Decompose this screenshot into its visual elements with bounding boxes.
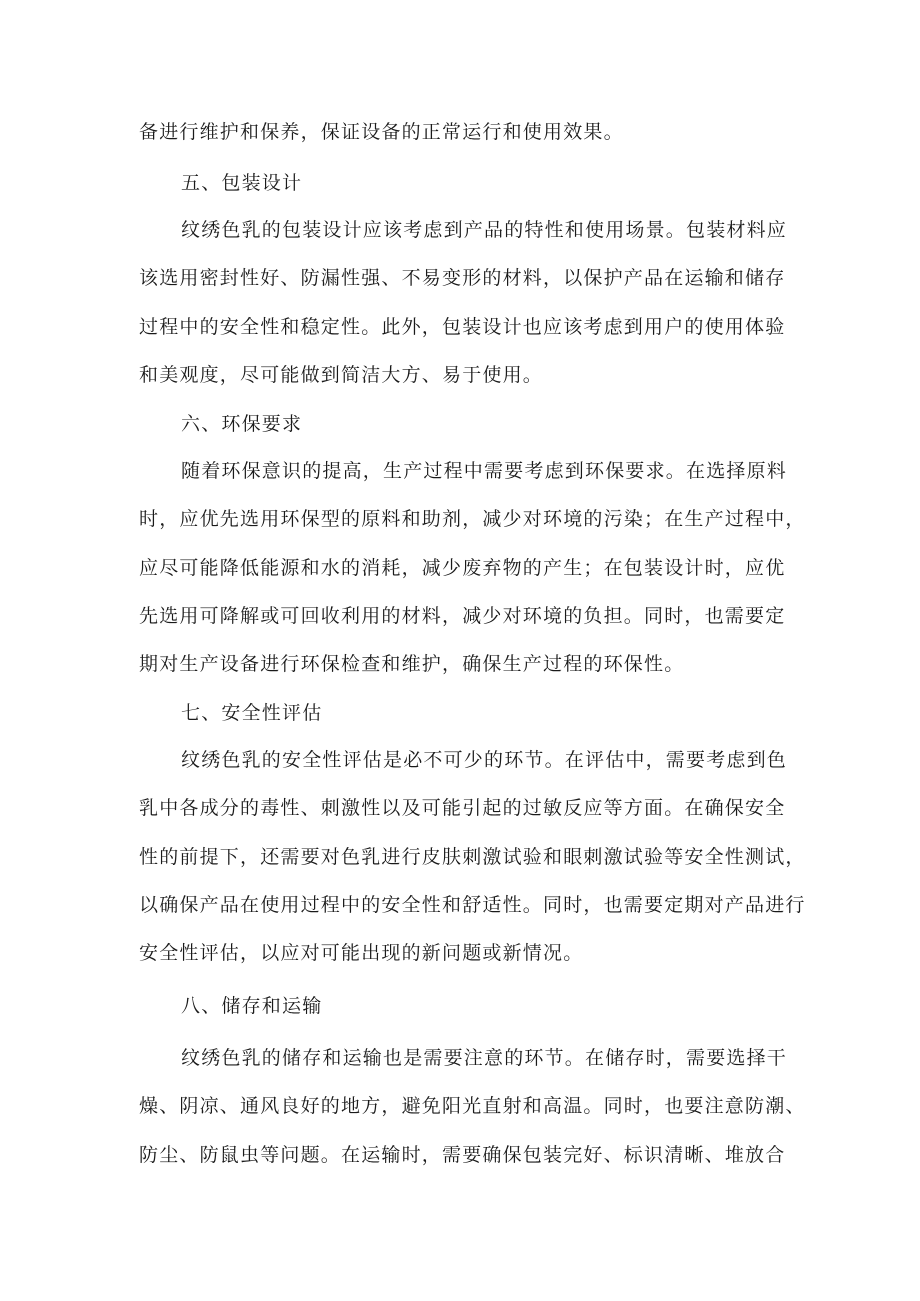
body-text-line: 期对生产设备进行环保检查和维护，确保生产过程的环保性。 bbox=[139, 653, 685, 675]
body-text-line: 随着环保意识的提高，生产过程中需要考虑到环保要求。在选择原料 bbox=[181, 460, 788, 482]
section-heading-storage: 八、储存和运输 bbox=[181, 995, 323, 1017]
body-text-line: 燥、阴凉、通风良好的地方，避免阳光直射和高温。同时，也要注意防潮、 bbox=[139, 1095, 806, 1117]
body-text-line: 先选用可降解或可回收利用的材料，减少对环境的负担。同时，也需要定 bbox=[139, 605, 786, 627]
section-heading-environment: 六、环保要求 bbox=[181, 413, 303, 435]
body-text-line: 纹绣色乳的安全性评估是必不可少的环节。在评估中，需要考虑到色 bbox=[181, 749, 788, 771]
body-text-line: 时，应优先选用环保型的原料和助剂，减少对环境的污染；在生产过程中， bbox=[139, 508, 806, 530]
body-text-line: 以确保产品在使用过程中的安全性和舒适性。同时，也需要定期对产品进行 bbox=[139, 894, 806, 916]
body-text-line: 乳中各成分的毒性、刺激性以及可能引起的过敏反应等方面。在确保安全 bbox=[139, 797, 786, 819]
body-text-line: 和美观度，尽可能做到简洁大方、易于使用。 bbox=[139, 364, 544, 386]
body-text-line: 过程中的安全性和稳定性。此外，包装设计也应该考虑到用户的使用体验 bbox=[139, 316, 786, 338]
body-text-line: 纹绣色乳的包装设计应该考虑到产品的特性和使用场景。包装材料应 bbox=[181, 219, 788, 241]
body-text-line: 备进行维护和保养，保证设备的正常运行和使用效果。 bbox=[139, 121, 624, 143]
section-heading-packaging: 五、包装设计 bbox=[181, 172, 303, 194]
body-text-line: 防尘、防鼠虫等问题。在运输时，需要确保包装完好、标识清晰、堆放合 bbox=[139, 1144, 786, 1166]
section-heading-safety: 七、安全性评估 bbox=[181, 702, 323, 724]
body-text-line: 性的前提下，还需要对色乳进行皮肤刺激试验和眼刺激试验等安全性测试， bbox=[139, 846, 806, 868]
body-text-line: 该选用密封性好、防漏性强、不易变形的材料，以保护产品在运输和储存 bbox=[139, 267, 786, 289]
body-text-line: 纹绣色乳的储存和运输也是需要注意的环节。在储存时，需要选择干 bbox=[181, 1047, 788, 1069]
body-text-line: 安全性评估，以应对可能出现的新问题或新情况。 bbox=[139, 942, 584, 964]
body-text-line: 应尽可能降低能源和水的消耗，减少废弃物的产生；在包装设计时，应优 bbox=[139, 557, 786, 579]
